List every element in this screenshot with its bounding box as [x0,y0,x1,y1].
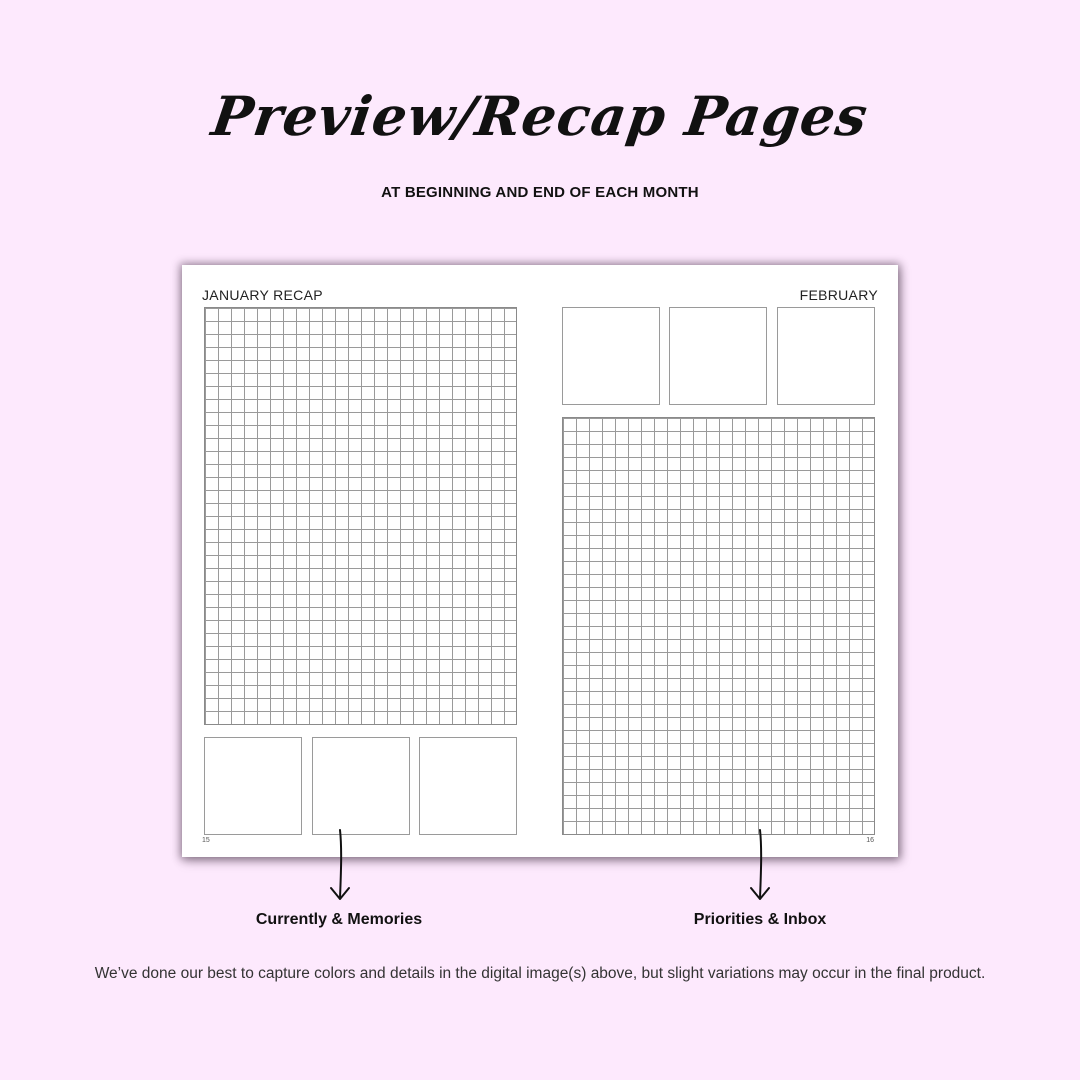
left-box-2 [312,737,410,835]
arrow-down-icon [746,828,776,902]
right-grid-area [562,417,875,835]
caption-currently-memories: Currently & Memories [255,911,423,928]
caption-priorities-inbox: Priorities & Inbox [693,911,827,928]
page-title: Preview/Recap Pages [207,84,873,148]
left-page-label: JANUARY RECAP [202,287,323,303]
page-subtitle: AT BEGINNING AND END OF EACH MONTH [381,184,699,201]
left-box-3 [419,737,517,835]
left-grid-area [204,307,517,725]
right-page-label: FEBRUARY [799,287,878,303]
disclaimer-text: We’ve done our best to capture colors and details in the digital image(s) above, but slight variations may occur in the final product. [94,965,986,982]
left-box-1 [204,737,302,835]
right-box-2 [669,307,767,405]
arrow-down-icon [326,828,356,902]
right-box-1 [562,307,660,405]
right-box-3 [777,307,875,405]
right-page-number: 16 [866,837,874,844]
planner-spread-preview [182,265,898,857]
left-page-number: 15 [202,837,210,844]
